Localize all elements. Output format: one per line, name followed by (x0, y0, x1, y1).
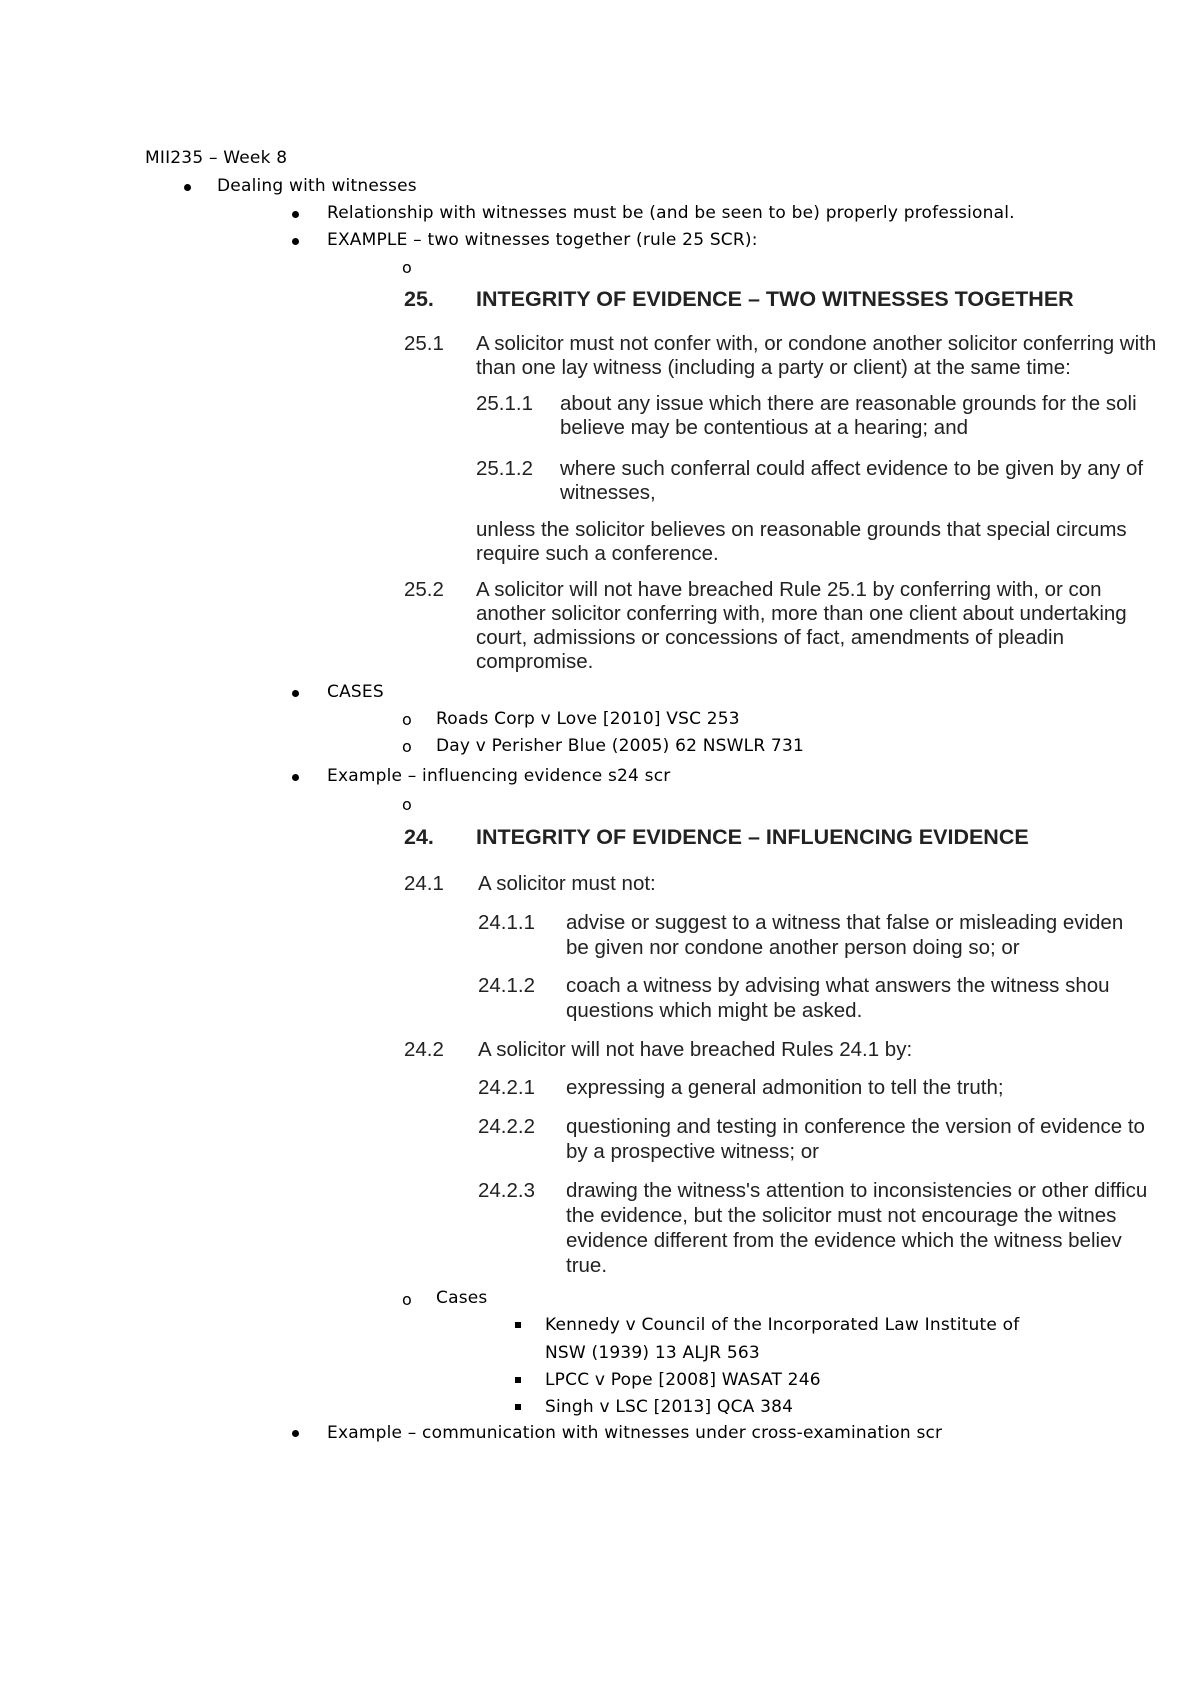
clause-text: court, admissions or concessions of fact, amendments of pleadin (476, 626, 1064, 649)
subclause-text: drawing the witness's attention to inconsistencies or other difficu (566, 1179, 1148, 1202)
section-heading: Dealing with witnesses (217, 176, 417, 196)
subclause-text: true. (566, 1254, 608, 1277)
rule-25-excerpt (398, 282, 1200, 682)
subclause-text: believe may be contentious at a hearing; and (560, 416, 968, 439)
sub-bullet-icon: o (402, 710, 412, 729)
clause-text: A solicitor will not have breached Rule 25.1 by conferring with, or con (476, 578, 1102, 601)
note-example-influencing: Example – influencing evidence s24 scr (327, 766, 671, 786)
subclause-text: coach a witness by advising what answers the witness shou (566, 974, 1110, 997)
bullet-icon (184, 184, 191, 191)
clause-text: another solicitor conferring with, more than one client about undertaking (476, 602, 1127, 625)
clause-number: 25.2 (404, 578, 444, 601)
rule-number: 24. (404, 825, 434, 849)
subclause-text: about any issue which there are reasonable grounds for the soli (560, 392, 1137, 415)
sub-bullet-icon: o (402, 1290, 412, 1309)
bullet-icon (292, 211, 299, 218)
clause-text: compromise. (476, 650, 594, 673)
note-cases2-label: Cases (436, 1288, 488, 1308)
clause-text: require such a conference. (476, 542, 719, 565)
subclause-text: questioning and testing in conference the version of evidence to (566, 1115, 1145, 1138)
case-item: Singh v LSC [2013] QCA 384 (545, 1397, 794, 1417)
subclause-text: the evidence, but the solicitor must not encourage the witnes (566, 1204, 1117, 1227)
subclause-text: be given nor condone another person doing so; or (566, 936, 1020, 959)
square-bullet-icon (515, 1322, 521, 1328)
square-bullet-icon (515, 1377, 521, 1383)
bullet-icon (292, 1430, 299, 1437)
case-item-continued: NSW (1939) 13 ALJR 563 (545, 1343, 760, 1363)
subclause-text: expressing a general admonition to tell the truth; (566, 1076, 1004, 1099)
clause-text: A solicitor must not: (478, 872, 656, 895)
clause-text: A solicitor will not have breached Rules 24.1 by: (478, 1038, 913, 1061)
page-title: MII235 – Week 8 (145, 148, 288, 168)
subclause-text: evidence different from the evidence which the witness believ (566, 1229, 1122, 1252)
sub-bullet-icon: o (402, 258, 412, 277)
subclause-number: 24.1.2 (478, 974, 535, 997)
subclause-number: 24.1.1 (478, 911, 535, 934)
clause-number: 24.1 (404, 872, 444, 895)
note-example-two-witnesses: EXAMPLE – two witnesses together (rule 25 SCR): (327, 230, 758, 250)
bullet-icon (292, 238, 299, 245)
case-item: LPCC v Pope [2008] WASAT 246 (545, 1370, 821, 1390)
note-cases-label: CASES (327, 682, 384, 702)
clause-text: unless the solicitor believes on reasonable grounds that special circums (476, 518, 1127, 541)
subclause-text: by a prospective witness; or (566, 1140, 819, 1163)
subclause-number: 25.1.2 (476, 457, 533, 480)
rule-number: 25. (404, 287, 434, 311)
rule-title: INTEGRITY OF EVIDENCE – INFLUENCING EVIDENCE (476, 825, 1029, 849)
subclause-text: questions which might be asked. (566, 999, 863, 1022)
bullet-icon (292, 690, 299, 697)
case-item: Kennedy v Council of the Incorporated Law Institute of (545, 1315, 1020, 1335)
subclause-number: 24.2.2 (478, 1115, 535, 1138)
rule-24-excerpt (398, 820, 1200, 1290)
subclause-text: where such conferral could affect evidence to be given by any of (560, 457, 1144, 480)
subclause-number: 25.1.1 (476, 392, 533, 415)
sub-bullet-icon: o (402, 737, 412, 756)
subclause-text: advise or suggest to a witness that false or misleading eviden (566, 911, 1124, 934)
subclause-number: 24.2.1 (478, 1076, 535, 1099)
note-example-communication: Example – communication with witnesses under cross-examination scr (327, 1423, 943, 1443)
case-item: Roads Corp v Love [2010] VSC 253 (436, 709, 740, 729)
bullet-icon (292, 774, 299, 781)
clause-number: 24.2 (404, 1038, 444, 1061)
subclause-text: witnesses, (560, 481, 656, 504)
sub-bullet-icon: o (402, 795, 412, 814)
square-bullet-icon (515, 1404, 521, 1410)
clause-text: A solicitor must not confer with, or condone another solicitor conferring with (476, 332, 1157, 355)
clause-text: than one lay witness (including a party or client) at the same time: (476, 356, 1071, 379)
clause-number: 25.1 (404, 332, 444, 355)
rule-title: INTEGRITY OF EVIDENCE – TWO WITNESSES TOGETHER (476, 287, 1074, 311)
note-relationship: Relationship with witnesses must be (and be seen to be) properly professional. (327, 203, 1015, 223)
subclause-number: 24.2.3 (478, 1179, 535, 1202)
case-item: Day v Perisher Blue (2005) 62 NSWLR 731 (436, 736, 804, 756)
